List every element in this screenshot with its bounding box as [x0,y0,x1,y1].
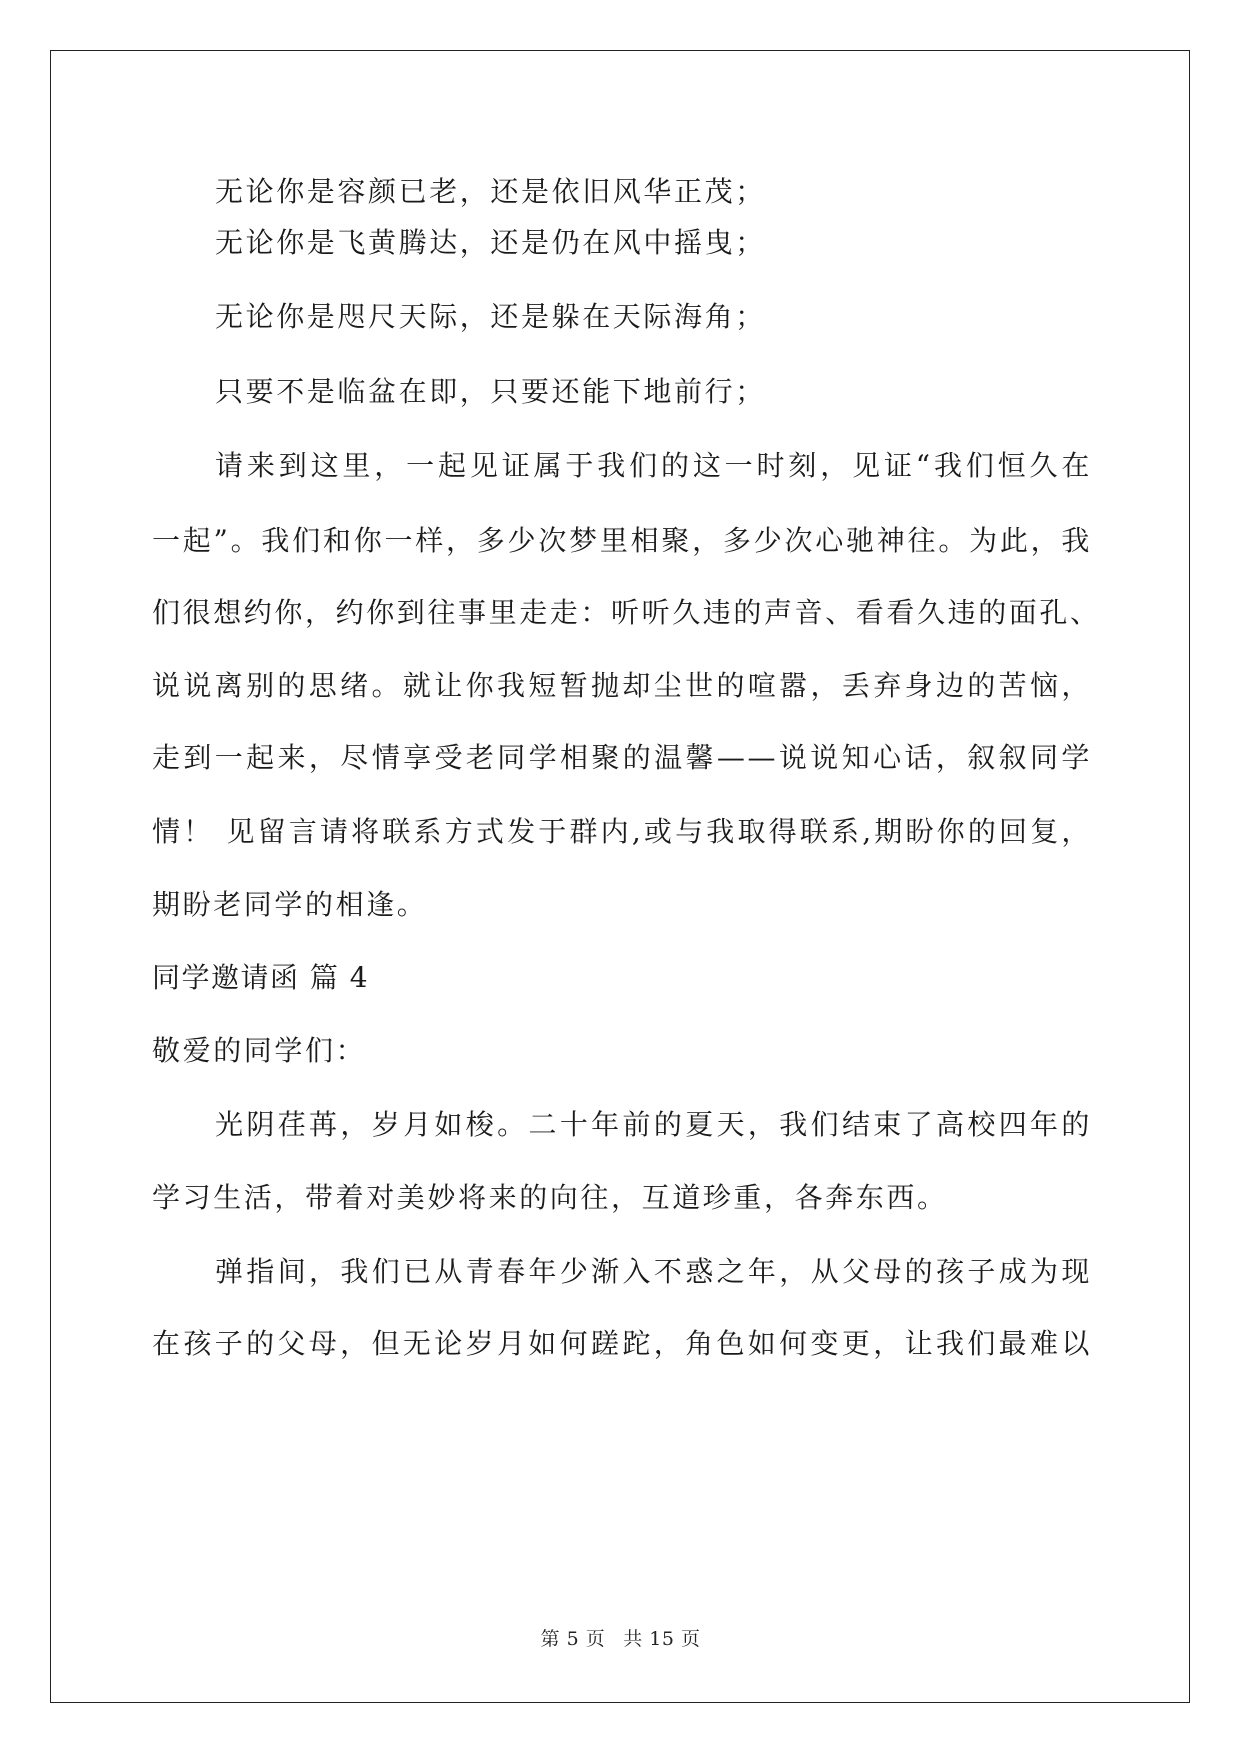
paragraph-line: 走到一起来，尽情享受老同学相聚的温馨——说说知心话，叙叙同学 [152,741,1092,774]
page-border [50,50,1190,1703]
page-number: 第 5 页 [540,1628,606,1650]
paragraph-line: 无论你是飞黄腾达，还是仍在风中摇曳； [215,226,766,259]
paragraph-line: 在孩子的父母，但无论岁月如何蹉跎，角色如何变更，让我们最难以 [152,1327,1092,1360]
paragraph-line: 一起”。我们和你一样，多少次梦里相聚，多少次心驰神往。为此，我 [152,524,1092,557]
page-total: 共 15 页 [623,1628,701,1650]
paragraph-line: 请来到这里，一起见证属于我们的这一时刻，见证“我们恒久在 [215,449,1092,482]
paragraph-line: 无论你是咫尺天际，还是躲在天际海角； [215,300,766,333]
paragraph-line: 只要不是临盆在即，只要还能下地前行； [215,375,766,408]
paragraph-line: 说说离别的思绪。就让你我短暂抛却尘世的喧嚣，丢弃身边的苦恼， [152,669,1092,702]
page-footer [0,1624,1241,1651]
paragraph-line: 弹指间，我们已从青春年少渐入不惑之年，从父母的孩子成为现 [215,1255,1092,1288]
paragraph-line: 期盼老同学的相逢。 [152,888,428,921]
salutation: 敬爱的同学们： [152,1034,367,1067]
paragraph-line: 们很想约你，约你到往事里走走：听听久违的声音、看看久违的面孔、 [152,596,1101,629]
paragraph-line: 情！ 见留言请将联系方式发于群内,或与我取得联系,期盼你的回复， [152,815,1092,848]
section-heading: 同学邀请函 篇 4 [152,961,370,994]
paragraph-line: 光阴荏苒，岁月如梭。二十年前的夏天，我们结束了高校四年的 [215,1108,1092,1141]
paragraph-line: 学习生活，带着对美妙将来的向往，互道珍重，各奔东西。 [152,1181,948,1214]
paragraph-line: 无论你是容颜已老，还是依旧风华正茂； [215,175,766,208]
